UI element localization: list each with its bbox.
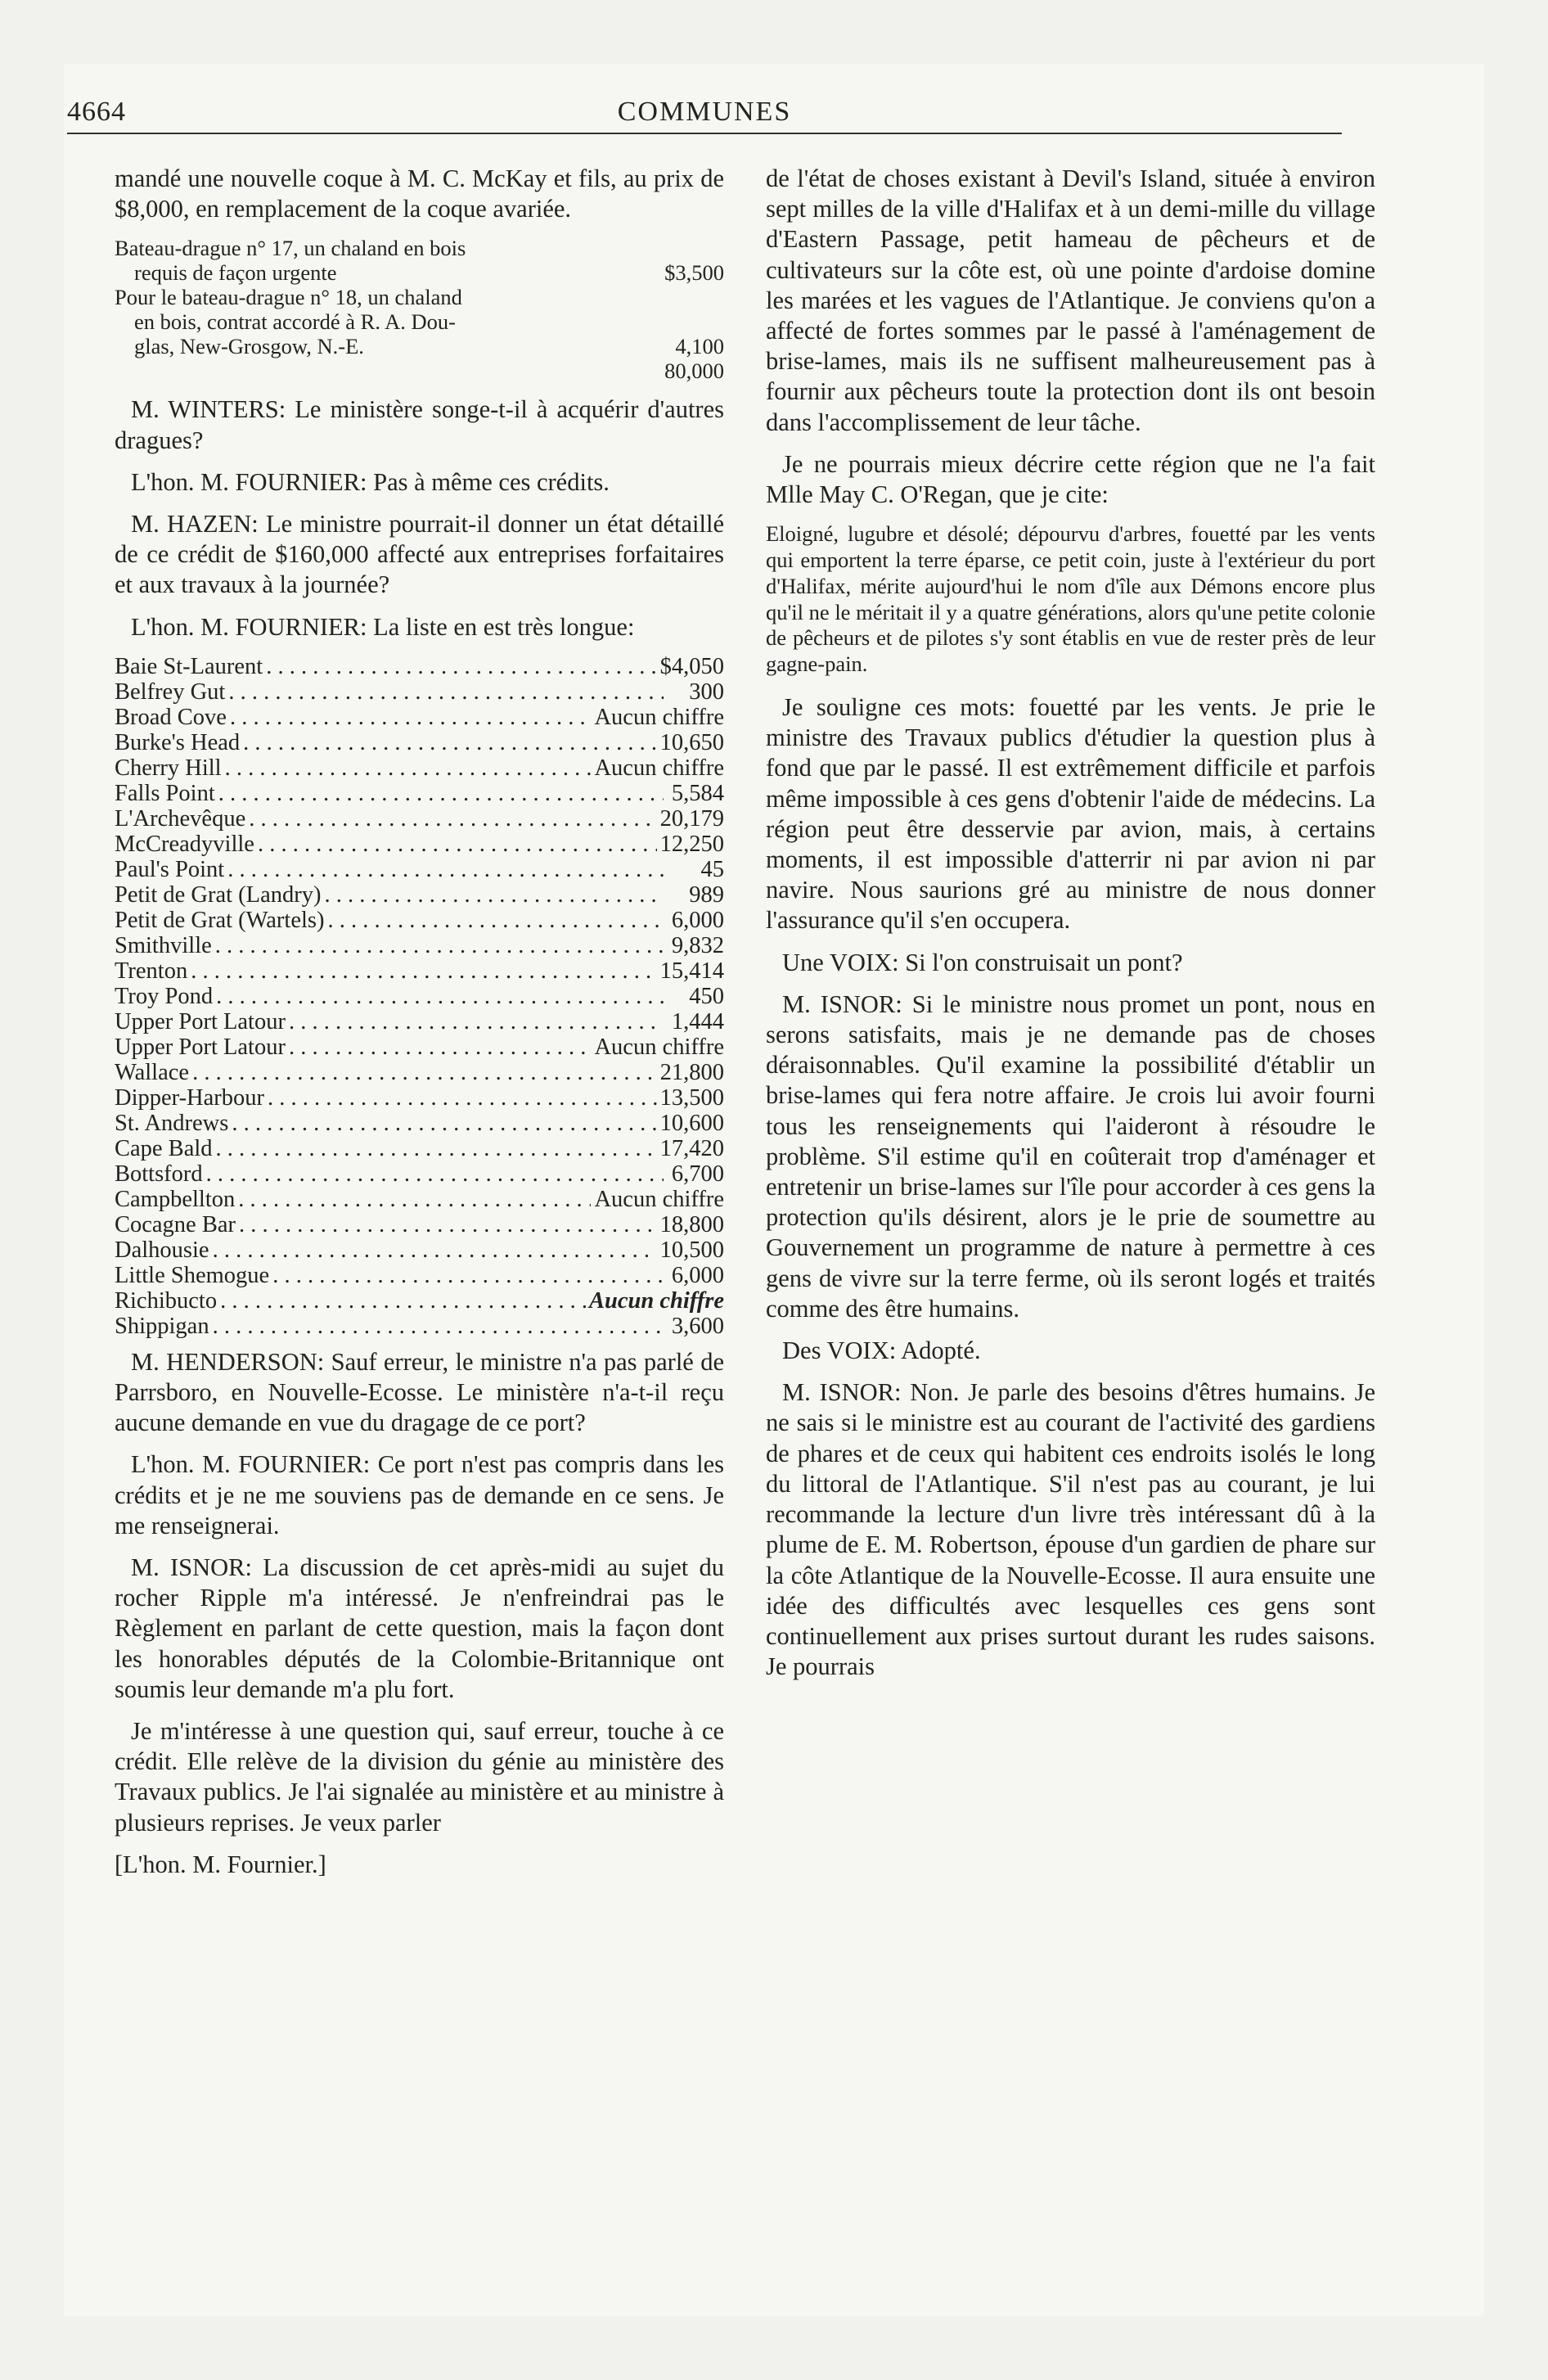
paragraph: Des VOIX: Adopté. — [782, 1336, 981, 1365]
credit-row — [115, 654, 724, 679]
dredge-label: en bois, contrat accordé à R. A. Dou- — [134, 309, 456, 335]
credit-row — [115, 958, 724, 984]
credit-row — [115, 1060, 724, 1085]
credit-amount: 20,179 — [659, 805, 724, 832]
credit-location: Broad Cove — [115, 704, 227, 730]
speaker-footer: [L'hon. M. Fournier.] — [115, 1850, 326, 1878]
leader-dots — [216, 984, 664, 1009]
credit-amount: 10,600 — [659, 1110, 724, 1136]
leader-dots — [213, 1237, 657, 1263]
paragraph: L'hon. M. FOURNIER: Pas à même ces crédits. — [131, 467, 610, 496]
right-column — [766, 164, 1375, 1693]
credit-location: Dipper-Harbour — [115, 1084, 265, 1111]
leader-dots — [268, 1085, 657, 1111]
credit-location: Trenton — [115, 958, 188, 984]
paragraph: Je souligne ces mots: fouetté par les vents. Je prie le ministre des Travaux publics d'étudier la question plus à fond que par le passé. Il est extrêmement difficile et parfois même impossible à ces gens d'obtenir l'aide de médecins. La région peut être desservie par avion, mais, à certains moments, il est impossible d'atterrir ni par avion ni par navire. Nous saurions gré au ministre de nous donner l'assurance qu'il s'en occupera. — [766, 693, 1375, 935]
page-title: COMMUNES — [617, 97, 792, 127]
credit-location: Paul's Point — [115, 856, 225, 882]
leader-dots — [192, 1060, 657, 1085]
leader-dots — [289, 1009, 664, 1034]
credit-location: Upper Port Latour — [115, 1034, 286, 1060]
page-header — [67, 97, 1342, 134]
credit-amount: $4,050 — [659, 653, 724, 679]
paragraph: M. HAZEN: Le ministre pourrait-il donner un état détaillé de ce crédit de $160,000 affecté aux entreprises forfaitaires et aux travaux à la journée? — [115, 510, 724, 599]
leader-dots — [228, 679, 664, 705]
dredge-label: requis de façon urgente — [134, 260, 337, 286]
paragraph: de l'état de choses existant à Devil's Island, située à environ sept milles de la ville d'Halifax et à un demi-mille du village d'Eastern Passage, petit hameau de pêcheurs et de cultivateurs sur la côte est, où une pointe d'ardoise domine les marées et les vagues de l'Atlantique. Je conviens qu'on a affecté de fortes sommes par le passé à l'aménagement de brise-lames, mais ils ne suffisent malheureusement pas à fournir aux pêcheurs toute la protection dont ils ont besoin dans l'accomplissement de leur tâche. — [766, 165, 1375, 436]
paragraph: M. ISNOR: Si le ministre nous promet un pont, nous en serons satisfaits, mais je ne demande pas de choses déraisonnables. Qu'il examine la possibilité d'établir un brise-lames qui fera notre affaire. Je crois lui avoir fourni tous les renseignements qui l'aideront à résoudre le problème. S'il estime qu'il en coûterait trop d'aménager et entretenir un brise-lames sur l'île pour accorder à ces gens la protection qu'ils désirent, alors je le prie de soumettre au Gouvernement un programme de nature à permettre à ces gens de vivre sur la terre ferme, où ils seront logés et traités comme des être humains. — [766, 989, 1375, 1323]
leader-dots — [239, 1212, 657, 1237]
credit-row — [115, 1288, 724, 1314]
page-number: 4664 — [67, 97, 126, 127]
credit-amount: 10,650 — [659, 729, 724, 755]
credit-location: Wallace — [115, 1059, 190, 1085]
credit-location: Cherry Hill — [115, 755, 222, 781]
credit-amount: 12,250 — [659, 831, 724, 857]
credit-amount: 13,500 — [659, 1084, 724, 1111]
credit-row — [115, 1085, 724, 1111]
credit-row — [115, 1161, 724, 1187]
credit-row — [115, 1263, 724, 1288]
credit-amount: Aucun chiffre — [594, 1186, 724, 1212]
leader-dots — [232, 1111, 656, 1136]
leader-dots — [238, 1187, 591, 1212]
credit-amount: 6,700 — [671, 1161, 724, 1187]
dredge-amount: 4,100 — [675, 334, 724, 359]
credit-location: Richibucto — [115, 1287, 218, 1314]
paragraph: Je ne pourrais mieux décrire cette région que ne l'a fait Mlle May C. O'Regan, que je cite: — [766, 449, 1375, 509]
paragraph: M. HENDERSON: Sauf erreur, le ministre n'a pas parlé de Parrsboro, en Nouvelle-Ecosse. Le ministère n'a-t-il reçu aucune demande en vue du dragage de ce port? — [115, 1347, 724, 1437]
paragraph: L'hon. M. FOURNIER: Ce port n'est pas compris dans les crédits et je ne me souviens pas de demande en ce sens. Je me renseignerai. — [115, 1450, 724, 1539]
credit-location: Cape Bald — [115, 1135, 213, 1161]
leader-dots — [249, 806, 656, 832]
credit-location: Petit de Grat (Wartels) — [115, 907, 325, 933]
credit-amount: Aucun chiffre — [594, 704, 724, 730]
credit-location: Little Shemogue — [115, 1262, 270, 1288]
credit-row — [115, 1136, 724, 1161]
leader-dots — [328, 908, 664, 933]
credit-row — [115, 1187, 724, 1212]
dredge-row — [115, 260, 724, 285]
credit-location: L'Archevêque — [115, 805, 246, 832]
credit-amount: 6,000 — [671, 1262, 724, 1288]
leader-dots — [213, 1314, 664, 1339]
credit-row — [115, 1111, 724, 1136]
leader-dots — [218, 781, 664, 806]
credit-row — [115, 679, 724, 705]
credit-row — [115, 1237, 724, 1263]
credit-amount: 18,800 — [659, 1211, 724, 1237]
dredge-label: Bateau-drague n° 17, un chaland en bois — [115, 236, 466, 261]
left-column — [115, 164, 724, 1891]
credit-row — [115, 1009, 724, 1034]
credit-row — [115, 857, 724, 882]
credit-row — [115, 730, 724, 755]
credit-amount: 17,420 — [659, 1135, 724, 1161]
credit-location: Smithville — [115, 932, 212, 958]
credit-row — [115, 1034, 724, 1060]
credit-location: Bottsford — [115, 1161, 203, 1187]
credit-amount: 10,500 — [659, 1237, 724, 1263]
leader-dots — [230, 705, 592, 730]
credit-row — [115, 806, 724, 832]
credit-amount: 21,800 — [659, 1059, 724, 1085]
credit-location: Dalhousie — [115, 1237, 209, 1263]
credit-amount: 6,000 — [671, 907, 724, 933]
credit-amount: Aucun chiffre — [594, 755, 724, 781]
paragraph: mandé une nouvelle coque à M. C. McKay et fils, au prix de $8,000, en remplacement de la coque avariée. — [115, 165, 724, 223]
block-quote: Eloigné, lugubre et désolé; dépourvu d'arbres, fouetté par les vents qui emportent la terre éparse, ce petit coin, juste à l'extérieur du port d'Halifax, mérite aujourd'hui le nom d'île aux Démons encore plus qu'il ne le méritait il y a quatre générations, alors qu'une petite colonie de pêcheurs et de pilotes s'y sont établis en vue de rester près de leur gagne-pain. — [766, 521, 1375, 677]
credit-amount: 450 — [689, 983, 724, 1009]
credit-location: Burke's Head — [115, 729, 241, 755]
credit-location: Petit de Grat (Landry) — [115, 881, 322, 908]
leader-dots — [272, 1263, 664, 1288]
credit-amount: 3,600 — [671, 1313, 724, 1339]
leader-dots — [216, 1136, 657, 1161]
leader-dots — [258, 832, 657, 857]
leader-dots — [191, 958, 656, 984]
credit-row — [115, 1212, 724, 1237]
leader-dots — [289, 1034, 592, 1060]
credit-row — [115, 755, 724, 781]
paragraph: M. WINTERS: Le ministère songe-t-il à acquérir d'autres dragues? — [115, 395, 724, 454]
paragraph: L'hon. M. FOURNIER: La liste en est très longue: — [131, 612, 635, 641]
credit-row — [115, 832, 724, 857]
credit-row — [115, 882, 724, 908]
dredge-label: glas, New-Grosgow, N.-E. — [134, 334, 364, 359]
leader-dots — [220, 1288, 586, 1314]
credit-amount: 989 — [689, 881, 724, 908]
credit-location: Troy Pond — [115, 983, 214, 1009]
credit-location: Belfrey Gut — [115, 678, 226, 705]
credit-row — [115, 933, 724, 958]
leader-dots — [227, 857, 664, 882]
credit-amount: 1,444 — [671, 1008, 724, 1034]
credit-row — [115, 1314, 724, 1339]
credit-location: Baie St-Laurent — [115, 653, 263, 679]
credit-row — [115, 984, 724, 1009]
dredge-table — [115, 236, 724, 383]
credit-amount: 15,414 — [659, 958, 724, 984]
credit-location: Falls Point — [115, 780, 215, 806]
dredge-label: Pour le bateau-drague n° 18, un chaland — [115, 285, 462, 310]
credit-location: Upper Port Latour — [115, 1008, 286, 1034]
paragraph: M. ISNOR: Non. Je parle des besoins d'êtres humains. Je ne sais si le ministre est au courant de l'activité des gardiens de phares et de ceux qui habitent ces endroits isolés le long du littoral de l'Atlantique. S'il n'est pas au courant, je lui recommande la lecture d'un livre très intéressant dû à la plume de E. M. Robertson, épouse d'un gardien de phare sur la côte Atlantique de la Nouvelle-Ecosse. Il aura ensuite une idée des difficultés avec lesquelles ces gens sont continuellement aux prises surtout durant les rudes saisons. Je pourrais — [766, 1378, 1375, 1681]
paragraph: Je m'intéresse à une question qui, sauf erreur, touche à ce crédit. Elle relève de la division du génie au ministère des Travaux publics. Je l'ai signalée au ministère et au ministre à plusieurs reprises. Je veux parler — [115, 1717, 724, 1837]
dredge-row — [115, 236, 724, 260]
credit-row — [115, 781, 724, 806]
credit-amount: Aucun chiffre — [589, 1287, 724, 1314]
credit-amount: Aucun chiffre — [594, 1034, 724, 1060]
paragraph: Une VOIX: Si l'on construisait un pont? — [782, 948, 1183, 976]
credit-amount: 9,832 — [671, 932, 724, 958]
leader-dots — [266, 654, 656, 679]
paragraph: M. ISNOR: La discussion de cet après-midi au sujet du rocher Ripple m'a intéressé. Je n'enfreindrai pas le Règlement en parlant de cette question, mais la façon dont les honorables députés de la Colombie-Britannique ont soumis leur demande m'a plu fort. — [115, 1553, 724, 1703]
credit-amount: 5,584 — [671, 780, 724, 806]
dredge-amount: $3,500 — [664, 260, 724, 286]
leader-dots — [324, 882, 664, 908]
dredge-row — [115, 309, 724, 334]
credit-row — [115, 705, 724, 730]
credit-location: Campbellton — [115, 1186, 236, 1212]
dredge-total: 80,000 — [664, 358, 724, 384]
leader-dots — [215, 933, 664, 958]
dredge-row — [115, 285, 724, 309]
credit-amount: 300 — [689, 678, 724, 705]
dredge-row — [115, 334, 724, 358]
credit-location: St. Andrews — [115, 1110, 229, 1136]
credit-location: Shippigan — [115, 1313, 209, 1339]
credit-location: McCreadyville — [115, 831, 254, 857]
credit-amount: 45 — [700, 856, 724, 882]
leader-dots — [243, 730, 656, 755]
credit-location: Cocagne Bar — [115, 1211, 236, 1237]
credit-row — [115, 908, 724, 933]
credit-list — [115, 654, 724, 1339]
leader-dots — [225, 755, 592, 781]
leader-dots — [206, 1161, 664, 1187]
